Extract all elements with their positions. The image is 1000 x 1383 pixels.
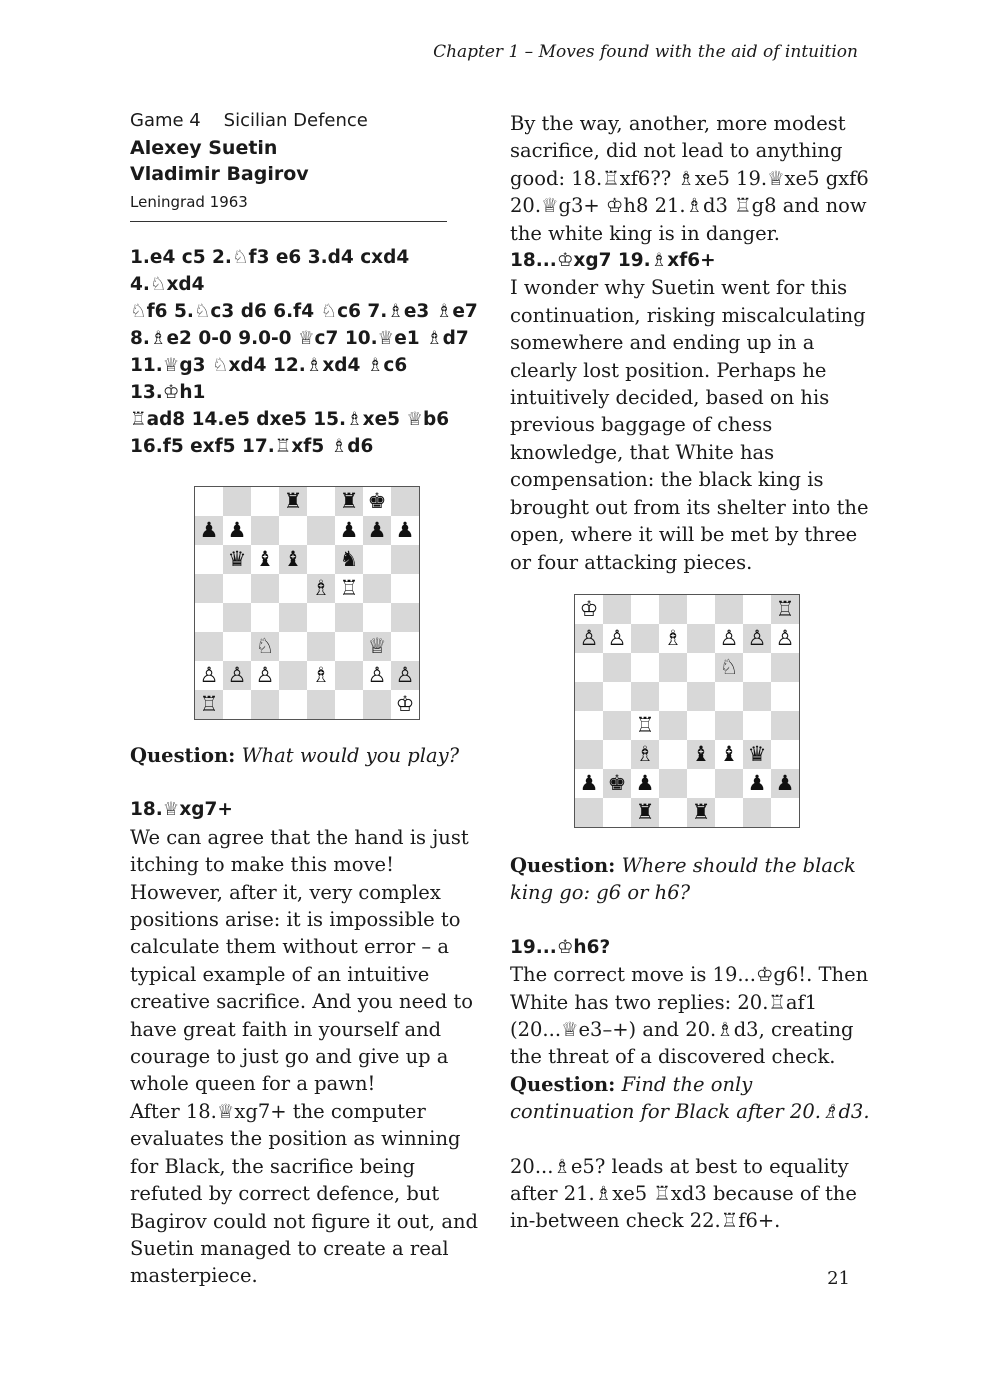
running-head: Chapter 1 – Moves found with the aid of intuition bbox=[433, 42, 858, 62]
board-square bbox=[307, 690, 335, 719]
board-square bbox=[391, 487, 419, 516]
board-square bbox=[251, 690, 279, 719]
board-square bbox=[659, 711, 687, 740]
board-square bbox=[771, 740, 799, 769]
chess-piece-square: ♟ bbox=[743, 769, 771, 798]
chess-piece-square: ♜ bbox=[631, 798, 659, 827]
chess-piece-square: ♜ bbox=[687, 798, 715, 827]
board-square bbox=[195, 632, 223, 661]
chess-piece-square: ♟ bbox=[335, 516, 363, 545]
chess-piece-square: ♙ bbox=[363, 661, 391, 690]
chess-piece-square: ♜ bbox=[335, 487, 363, 516]
board-square bbox=[223, 632, 251, 661]
commentary-paragraph: After 18.♕xg7+ the computer evaluates the position as winning for Black, the sacrifice being refuted by correct defence, but Bagirov could not figure it out, and Suetin managed to create a real masterpiece. bbox=[130, 1099, 479, 1288]
heading-divider bbox=[130, 221, 447, 222]
board-square bbox=[391, 603, 419, 632]
board-square bbox=[335, 603, 363, 632]
board-square bbox=[307, 516, 335, 545]
chess-piece-square: ♖ bbox=[335, 574, 363, 603]
question-text: Find the only continuation for Black after 20.♗d3. bbox=[510, 1072, 870, 1124]
board-square bbox=[659, 798, 687, 827]
commentary-paragraph: I wonder why Suetin went for this continuation, risking miscalculating somewhere and ending up in a clearly lost position. Perhaps he intuitively decided, based on his previous baggage of chess knowledge, that White has compensation: the black king is brought out from its shelter into the open, where it will be met by three or four attacking pieces. bbox=[510, 276, 869, 574]
board-square bbox=[195, 487, 223, 516]
board-square bbox=[715, 798, 743, 827]
board-square bbox=[631, 653, 659, 682]
board-square bbox=[223, 574, 251, 603]
board-square bbox=[363, 690, 391, 719]
chess-piece-square: ♙ bbox=[391, 661, 419, 690]
move-19: 19...♔h6? bbox=[510, 936, 611, 958]
chess-piece-square: ♙ bbox=[743, 624, 771, 653]
question-3 bbox=[510, 1071, 870, 1126]
chess-piece-square: ♟ bbox=[223, 516, 251, 545]
board-square bbox=[279, 690, 307, 719]
chess-piece-square: ♖ bbox=[195, 690, 223, 719]
board-square bbox=[279, 574, 307, 603]
chess-piece-square: ♙ bbox=[195, 661, 223, 690]
board-square bbox=[743, 682, 771, 711]
move-18: 18.♕xg7+ bbox=[130, 799, 233, 821]
board-square bbox=[251, 516, 279, 545]
spacer bbox=[130, 769, 485, 796]
left-column bbox=[130, 110, 485, 1290]
black-player-name: Vladimir Bagirov bbox=[130, 163, 309, 185]
board-square bbox=[659, 653, 687, 682]
move-18-reply: 18...♔xg7 19.♗xf6+ bbox=[510, 250, 716, 272]
chess-piece-square: ♗ bbox=[307, 661, 335, 690]
board-square bbox=[687, 595, 715, 624]
board-square bbox=[771, 711, 799, 740]
board-square bbox=[279, 516, 307, 545]
chess-piece-square: ♖ bbox=[771, 595, 799, 624]
chess-piece-square: ♟ bbox=[631, 769, 659, 798]
question-label: Question: bbox=[510, 1072, 616, 1096]
chess-piece-square: ♝ bbox=[715, 740, 743, 769]
chess-piece-square: ♝ bbox=[279, 545, 307, 574]
page-number: 21 bbox=[827, 1268, 850, 1289]
board-square bbox=[715, 682, 743, 711]
board-square bbox=[335, 632, 363, 661]
board-square bbox=[603, 711, 631, 740]
board-square bbox=[603, 740, 631, 769]
game-heading: Game 4 Sicilian Defence bbox=[130, 110, 368, 131]
question-text: Where should the black king go: g6 or h6? bbox=[510, 853, 856, 905]
board-square bbox=[391, 574, 419, 603]
question-text: What would you play? bbox=[241, 744, 460, 767]
chess-piece-square: ♙ bbox=[603, 624, 631, 653]
board-square bbox=[223, 690, 251, 719]
board-square bbox=[687, 711, 715, 740]
board-square bbox=[575, 740, 603, 769]
white-player-name: Alexey Suetin bbox=[130, 137, 278, 159]
chess-piece-square: ♙ bbox=[771, 624, 799, 653]
board-square bbox=[251, 574, 279, 603]
board-square bbox=[603, 595, 631, 624]
chess-diagram-2 bbox=[574, 594, 800, 828]
board-square bbox=[687, 769, 715, 798]
chess-piece-square: ♔ bbox=[391, 690, 419, 719]
chess-piece-square: ♙ bbox=[223, 661, 251, 690]
board-square bbox=[363, 574, 391, 603]
board-square bbox=[771, 798, 799, 827]
board-square bbox=[575, 682, 603, 711]
spacer bbox=[510, 1126, 870, 1153]
board-square bbox=[659, 740, 687, 769]
board-square bbox=[715, 595, 743, 624]
chess-piece-square: ♝ bbox=[687, 740, 715, 769]
board-square bbox=[603, 682, 631, 711]
chess-piece-square: ♛ bbox=[743, 740, 771, 769]
chess-piece-square: ♟ bbox=[771, 769, 799, 798]
chess-piece-square: ♙ bbox=[575, 624, 603, 653]
spacer bbox=[510, 907, 870, 934]
board-square bbox=[307, 487, 335, 516]
question-2 bbox=[510, 852, 870, 907]
board-square bbox=[687, 624, 715, 653]
board-square bbox=[603, 798, 631, 827]
board-square bbox=[743, 595, 771, 624]
chess-piece-square: ♗ bbox=[659, 624, 687, 653]
chess-piece-square: ♖ bbox=[631, 711, 659, 740]
board-square bbox=[659, 595, 687, 624]
chess-piece-square: ♘ bbox=[715, 653, 743, 682]
board-square bbox=[195, 603, 223, 632]
question-1 bbox=[130, 742, 485, 769]
commentary-paragraph: The correct move is 19...♔g6!. Then White has two replies: 20.♖af1 (20...♕e3–+) and 20.♗d3, creating the threat of a discovered check. bbox=[510, 963, 869, 1069]
board-square bbox=[195, 574, 223, 603]
board-square bbox=[659, 682, 687, 711]
board-square bbox=[307, 603, 335, 632]
chess-piece-square: ♔ bbox=[575, 595, 603, 624]
board-square bbox=[631, 624, 659, 653]
board-square bbox=[307, 632, 335, 661]
board-square bbox=[335, 690, 363, 719]
board-square bbox=[363, 545, 391, 574]
chess-piece-square: ♟ bbox=[391, 516, 419, 545]
board-square bbox=[251, 603, 279, 632]
board-square bbox=[307, 545, 335, 574]
game-place-year: Leningrad 1963 bbox=[130, 193, 248, 211]
chess-piece-square: ♟ bbox=[575, 769, 603, 798]
chess-piece-square: ♟ bbox=[195, 516, 223, 545]
chess-piece-square: ♗ bbox=[307, 574, 335, 603]
board-square bbox=[771, 682, 799, 711]
board-square bbox=[391, 632, 419, 661]
board-square bbox=[335, 661, 363, 690]
opening-moves: 1.e4 c5 2.♘f3 e6 3.d4 cxd4 4.♘xd4 ♘f6 5.♘c3 d6 6.f4 ♘c6 7.♗e3 ♗e7 8.♗e2 0-0 9.0-0 ♕c7 10.♕e1 ♗d7 11.♕g3 ♘xd4 12.♗xd4 ♗c6 13.♔h1 ♖ad8 14.e5 dxe5 15.♗xe5 ♕b6 16.f5 exf5 17.♖xf5 ♗d6 bbox=[130, 247, 478, 457]
board-square bbox=[391, 545, 419, 574]
board-square bbox=[715, 711, 743, 740]
board-square bbox=[195, 545, 223, 574]
board-square bbox=[659, 769, 687, 798]
board-square bbox=[575, 653, 603, 682]
board-square bbox=[223, 603, 251, 632]
chess-piece-square: ♟ bbox=[363, 516, 391, 545]
chess-piece-square: ♜ bbox=[279, 487, 307, 516]
board-square bbox=[631, 682, 659, 711]
commentary-paragraph: By the way, another, more modest sacrifice, did not lead to anything good: 18.♖xf6?? ♗xe5 19.♕xe5 gxf6 20.♕g3+ ♔h8 21.♗d3 ♖g8 and now the white king is in danger. bbox=[510, 112, 869, 245]
commentary-paragraph: 20...♗e5? leads at best to equality after 21.♗xe5 ♖xd3 because of the in-between check 22.♖f6+. bbox=[510, 1154, 857, 1233]
board-square bbox=[363, 603, 391, 632]
board-square bbox=[687, 682, 715, 711]
commentary-paragraph: We can agree that the hand is just itching to make this move! However, after it, very complex positions arise: it is impossible to calculate them without error – a typical example of an intuitive creative sacrifice. And you need to have great faith in yourself and courage to just go and give up a whole queen for a pawn! bbox=[130, 825, 473, 1096]
board-square bbox=[743, 653, 771, 682]
board-square bbox=[279, 603, 307, 632]
chess-piece-square: ♙ bbox=[251, 661, 279, 690]
board-square bbox=[279, 632, 307, 661]
board-square bbox=[251, 487, 279, 516]
chess-piece-square: ♞ bbox=[335, 545, 363, 574]
chess-piece-square: ♛ bbox=[223, 545, 251, 574]
board-square bbox=[743, 711, 771, 740]
board-square bbox=[687, 653, 715, 682]
board-square bbox=[223, 487, 251, 516]
chess-piece-square: ♙ bbox=[715, 624, 743, 653]
board-square bbox=[279, 661, 307, 690]
board-square bbox=[575, 798, 603, 827]
chess-piece-square: ♚ bbox=[603, 769, 631, 798]
chess-piece-square: ♚ bbox=[363, 487, 391, 516]
board-square bbox=[631, 595, 659, 624]
board-square bbox=[715, 769, 743, 798]
board-square bbox=[771, 653, 799, 682]
right-column bbox=[510, 110, 870, 1235]
board-square bbox=[743, 798, 771, 827]
chess-piece-square: ♝ bbox=[251, 545, 279, 574]
question-label: Question: bbox=[510, 853, 616, 877]
chess-piece-square: ♘ bbox=[251, 632, 279, 661]
board-square bbox=[575, 711, 603, 740]
question-label: Question: bbox=[130, 744, 236, 767]
chess-piece-square: ♕ bbox=[363, 632, 391, 661]
chess-piece-square: ♗ bbox=[631, 740, 659, 769]
board-square bbox=[603, 653, 631, 682]
chess-diagram-1 bbox=[194, 486, 420, 720]
